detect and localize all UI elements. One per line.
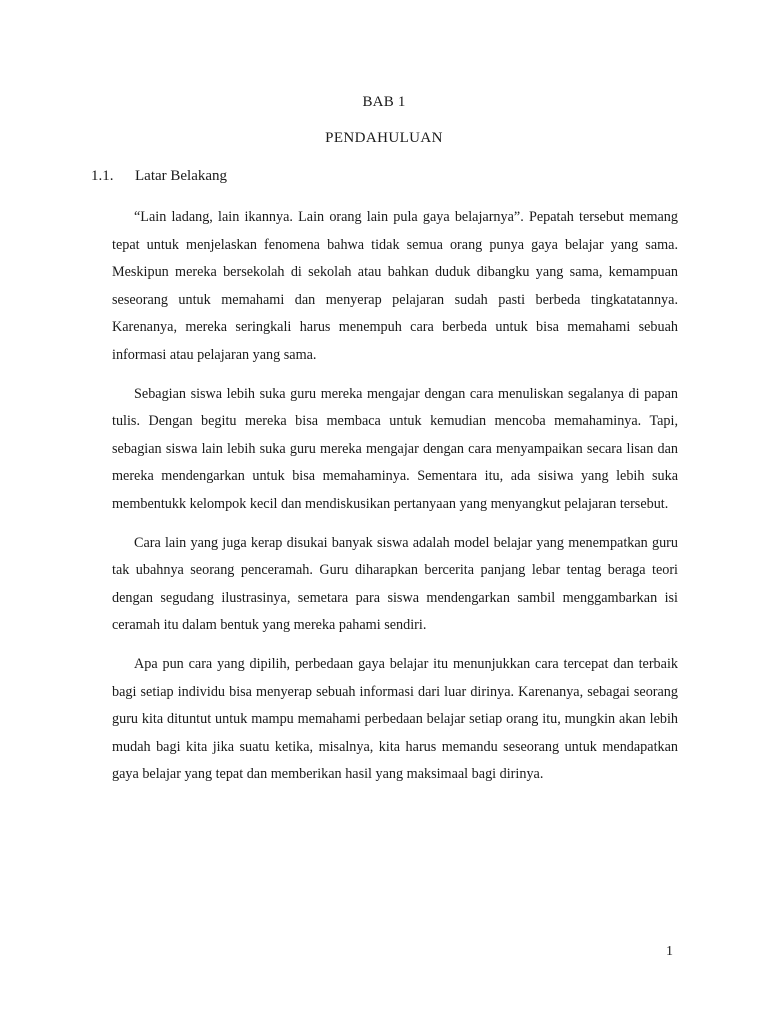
section-heading — [91, 168, 227, 185]
chapter-title: PENDAHULUAN — [325, 130, 443, 146]
paragraph-4: Apa pun cara yang dipilih, perbedaan gaya belajar itu menunjukkan cara tercepat dan terbaik bagi setiap individu bisa menyerap sebuah informasi dari luar dirinya. Karenanya, sebagai seorang guru kita dituntut untuk mampu memahami perbedaan belajar setiap orang itu, mungkin akan lebih mudah bagi kita jika suatu ketika, misalnya, kita harus memandu seseorang untuk mendapatkan gaya belajar yang tepat dan memberikan hasil yang maksimaal bagi dirinya. — [112, 655, 678, 783]
section-number: 1.1. — [91, 168, 114, 184]
paragraph-1: “Lain ladang, lain ikannya. Lain orang lain pula gaya belajarnya”. Pepatah tersebut memang tepat untuk menjelaskan fenomena bahwa tidak semua orang punya gaya belajar yang sama. Meskipun mereka bersekolah di sekolah atau bahkan duduk dibangku yang sama, kemampuan seseorang untuk memahami dan menyerap pelajaran sudah pasti berbeda tingkatatannya. Karenanya, mereka seringkali harus menempuh cara berbeda untuk bisa memahami sebuah informasi atau pelajaran yang sama. — [112, 209, 678, 363]
paragraph-2: Sebagian siswa lebih suka guru mereka mengajar dengan cara menuliskan segalanya di papan tulis. Dengan begitu mereka bisa membaca untuk kemudian mencoba memahaminya. Tapi, sebagian siswa lain lebih suka guru mereka mengajar dengan cara menyampaikan secara lisan dan mereka mendengarkan untuk bisa memahaminya. Sementara itu, ada sisiwa yang lebih suka membentukk kelompok kecil dan mendiskusikan pertanyaan yang menyangkut pelajaran tersebut. — [112, 385, 678, 512]
paragraph-3: Cara lain yang juga kerap disukai banyak siswa adalah model belajar yang menempatkan guru tak ubahnya seorang penceramah. Guru diharapkan bercerita panjang lebar tentag beraga teori dengan segudang ilustrasinya, semetara para siswa mendengarkan sambil menggambarkan isi ceramah itu dalam bentuk yang mereka pahami sendiri. — [112, 534, 678, 634]
section-title: Latar Belakang — [135, 168, 228, 184]
page-number: 1 — [666, 944, 673, 959]
body-text — [112, 204, 678, 800]
chapter-number: BAB 1 — [362, 94, 406, 110]
